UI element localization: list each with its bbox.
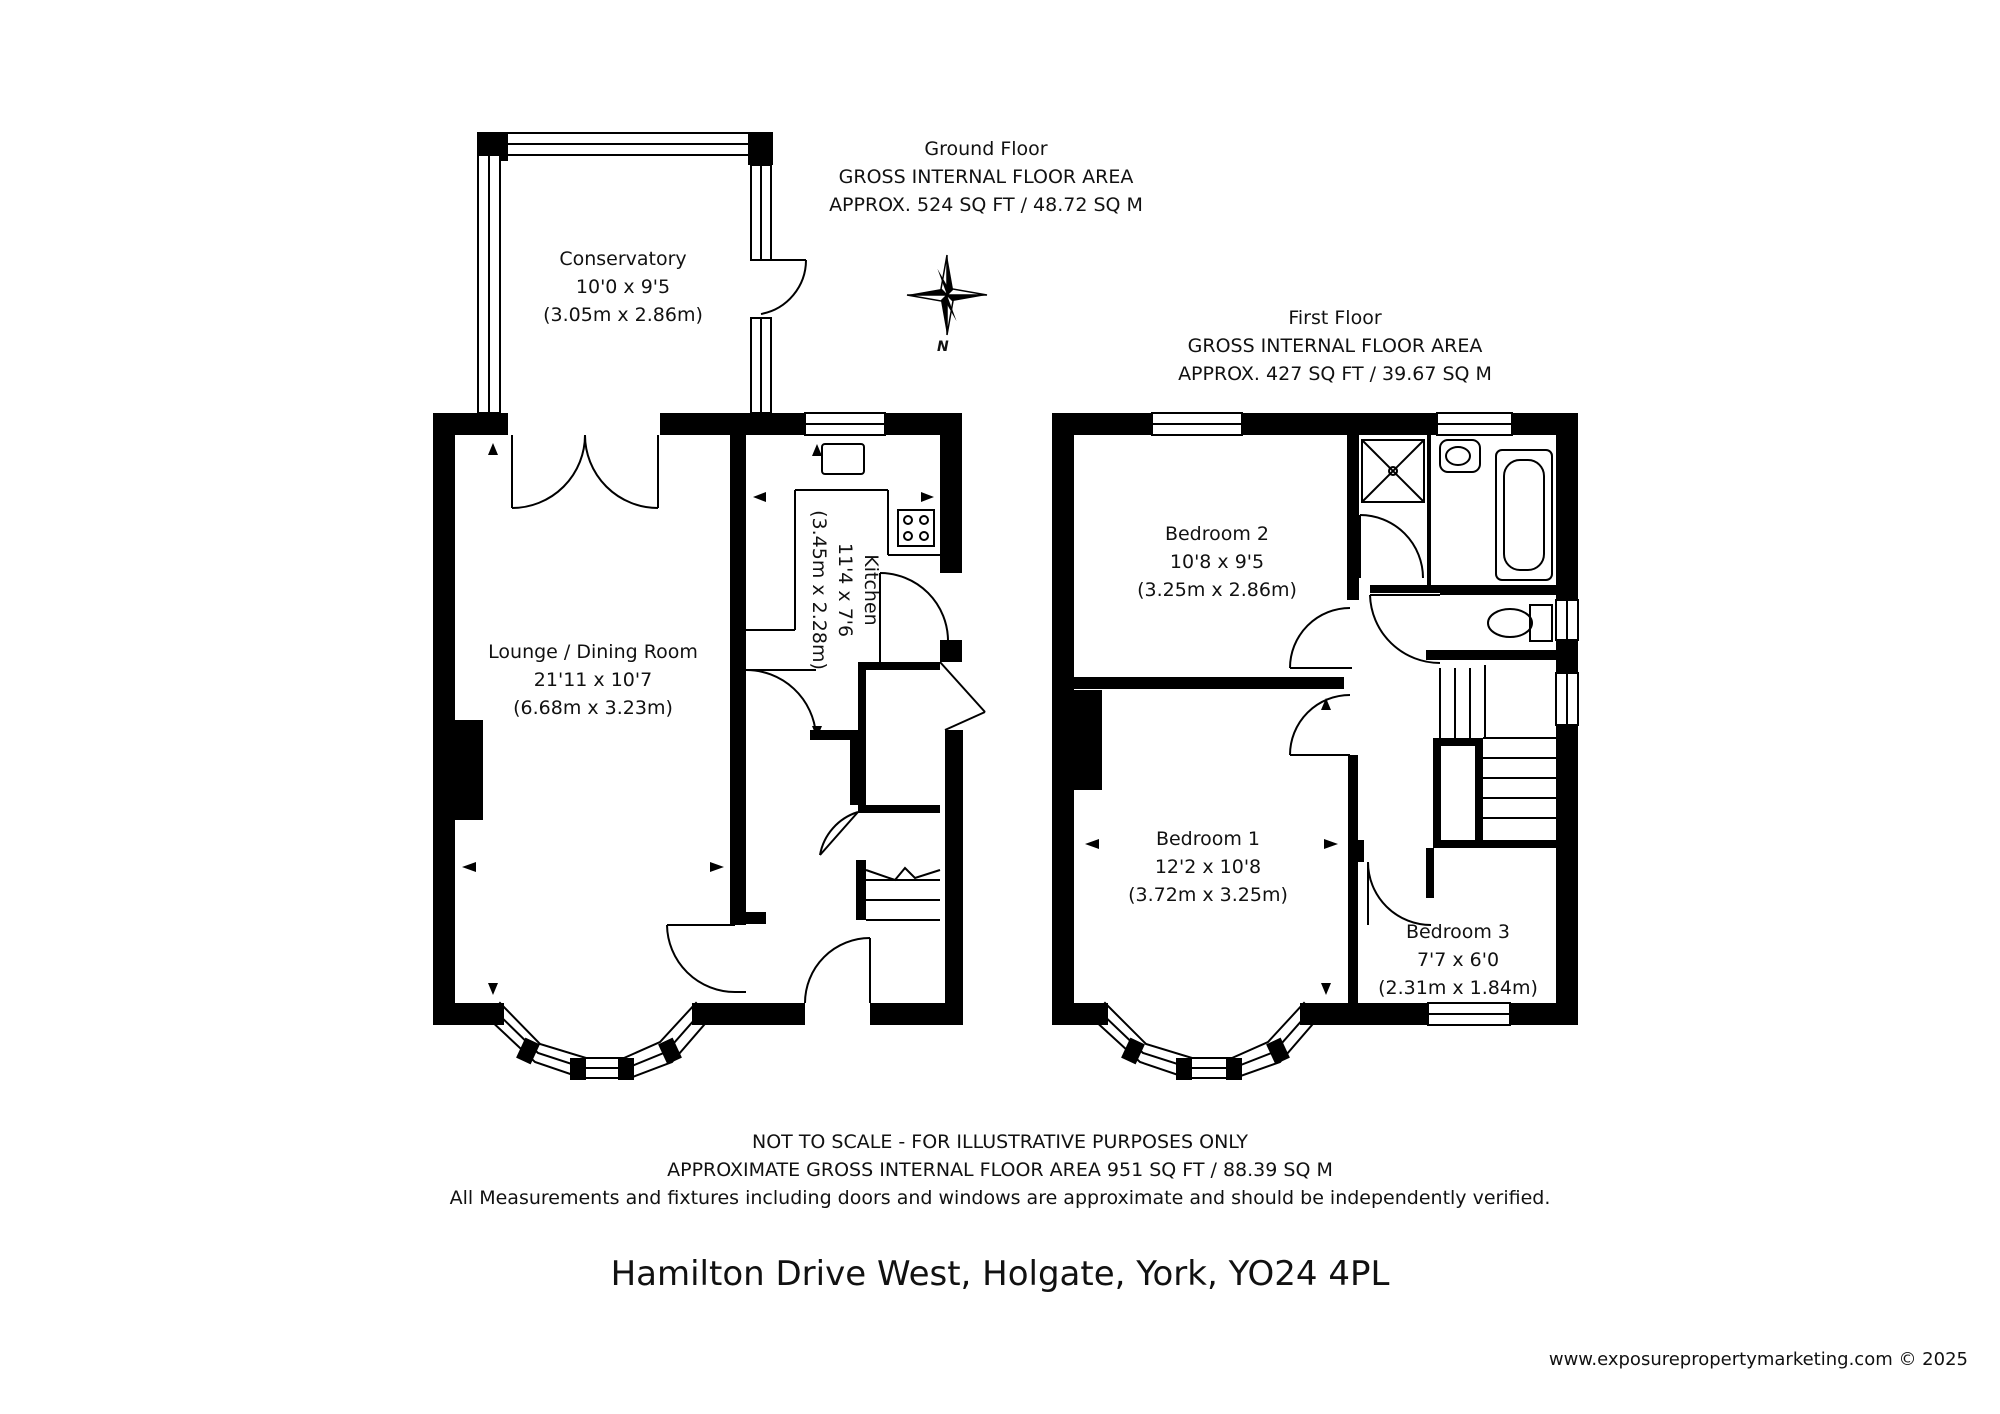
room-size-imperial: 10'8 x 9'5: [1169, 551, 1265, 573]
room-name: Bedroom 2: [1164, 523, 1270, 545]
cupboard-door: [820, 812, 858, 855]
room-size-metric: (6.68m x 3.23m): [513, 697, 673, 719]
room-name: Kitchen: [860, 554, 882, 626]
front-door: [805, 938, 870, 1003]
lounge-label: [488, 641, 698, 719]
room-size-imperial: 12'2 x 10'8: [1154, 856, 1262, 878]
room-name: Lounge / Dining Room: [488, 641, 698, 663]
ground-floor-bay-window: [486, 1003, 710, 1080]
room-size-metric: (3.72m x 3.25m): [1128, 884, 1288, 906]
room-size-imperial: 10'0 x 9'5: [575, 276, 671, 298]
kitchen-label: [808, 510, 882, 670]
compass-north-label: N: [937, 339, 949, 355]
bathroom-fittings: [1362, 440, 1552, 641]
disclaimer-line-2: APPROXIMATE GROSS INTERNAL FLOOR AREA 951 SQ FT / 88.39 SQ M: [667, 1159, 1333, 1181]
ground-floor-title: Ground Floor: [924, 138, 1048, 160]
ground-floor-area-heading: GROSS INTERNAL FLOOR AREA: [838, 166, 1134, 188]
room-name: Bedroom 3: [1405, 921, 1511, 943]
bedroom2-label: [1137, 523, 1297, 601]
bedroom2-door: [1290, 608, 1352, 668]
kitchen-back-door: [880, 573, 948, 662]
disclaimer-line-3: All Measurements and fixtures including doors and windows are approximate and should be independently verified.: [449, 1187, 1551, 1209]
ground-floor-plan: [433, 133, 985, 1080]
property-address: Hamilton Drive West, Holgate, York, YO24 4PL: [610, 1254, 1390, 1294]
kitchen-window: [805, 413, 885, 435]
bathroom-door: [1360, 515, 1423, 578]
lounge-hall-door: [667, 925, 746, 992]
room-name: Conservatory: [559, 248, 687, 270]
first-floor-title: First Floor: [1288, 307, 1382, 329]
bedroom3-door: [1368, 862, 1431, 925]
first-floor-windows: [1152, 413, 1578, 1025]
ground-floor-area-label: [829, 138, 1143, 216]
disclaimer: [450, 1131, 1551, 1209]
bedroom1-door: [1290, 695, 1350, 755]
kitchen-hall-door: [746, 670, 816, 735]
disclaimer-line-1: NOT TO SCALE - FOR ILLUSTRATIVE PURPOSES ONLY: [752, 1131, 1248, 1153]
room-size-imperial: 7'7 x 6'0: [1416, 949, 1500, 971]
bedroom3-label: [1378, 921, 1538, 999]
room-name: Bedroom 1: [1155, 828, 1261, 850]
side-door: [940, 662, 985, 730]
first-floor-bay-window: [1090, 1003, 1318, 1080]
room-size-imperial: 21'11 x 10'7: [533, 669, 653, 691]
room-size-metric: (3.05m x 2.86m): [543, 304, 703, 326]
bedroom1-label: [1128, 828, 1288, 906]
french-doors: [512, 435, 658, 508]
ground-floor-stairs: [866, 868, 940, 920]
compass-rose-icon: [907, 255, 987, 335]
first-floor-area-label: [1178, 307, 1492, 385]
conservatory-label: [543, 248, 703, 326]
website-credit: www.exposurepropertymarketing.com © 2025: [1548, 1349, 1968, 1370]
first-floor-area-value: APPROX. 427 SQ FT / 39.67 SQ M: [1178, 363, 1492, 385]
room-size-metric: (2.31m x 1.84m): [1378, 977, 1538, 999]
ground-floor-area-value: APPROX. 524 SQ FT / 48.72 SQ M: [829, 194, 1143, 216]
conservatory-frame: [478, 133, 806, 413]
room-size-imperial: 11'4 x 7'6: [834, 542, 856, 638]
room-size-metric: (3.45m x 2.28m): [808, 510, 830, 670]
room-size-metric: (3.25m x 2.86m): [1137, 579, 1297, 601]
first-floor-area-heading: GROSS INTERNAL FLOOR AREA: [1187, 335, 1483, 357]
